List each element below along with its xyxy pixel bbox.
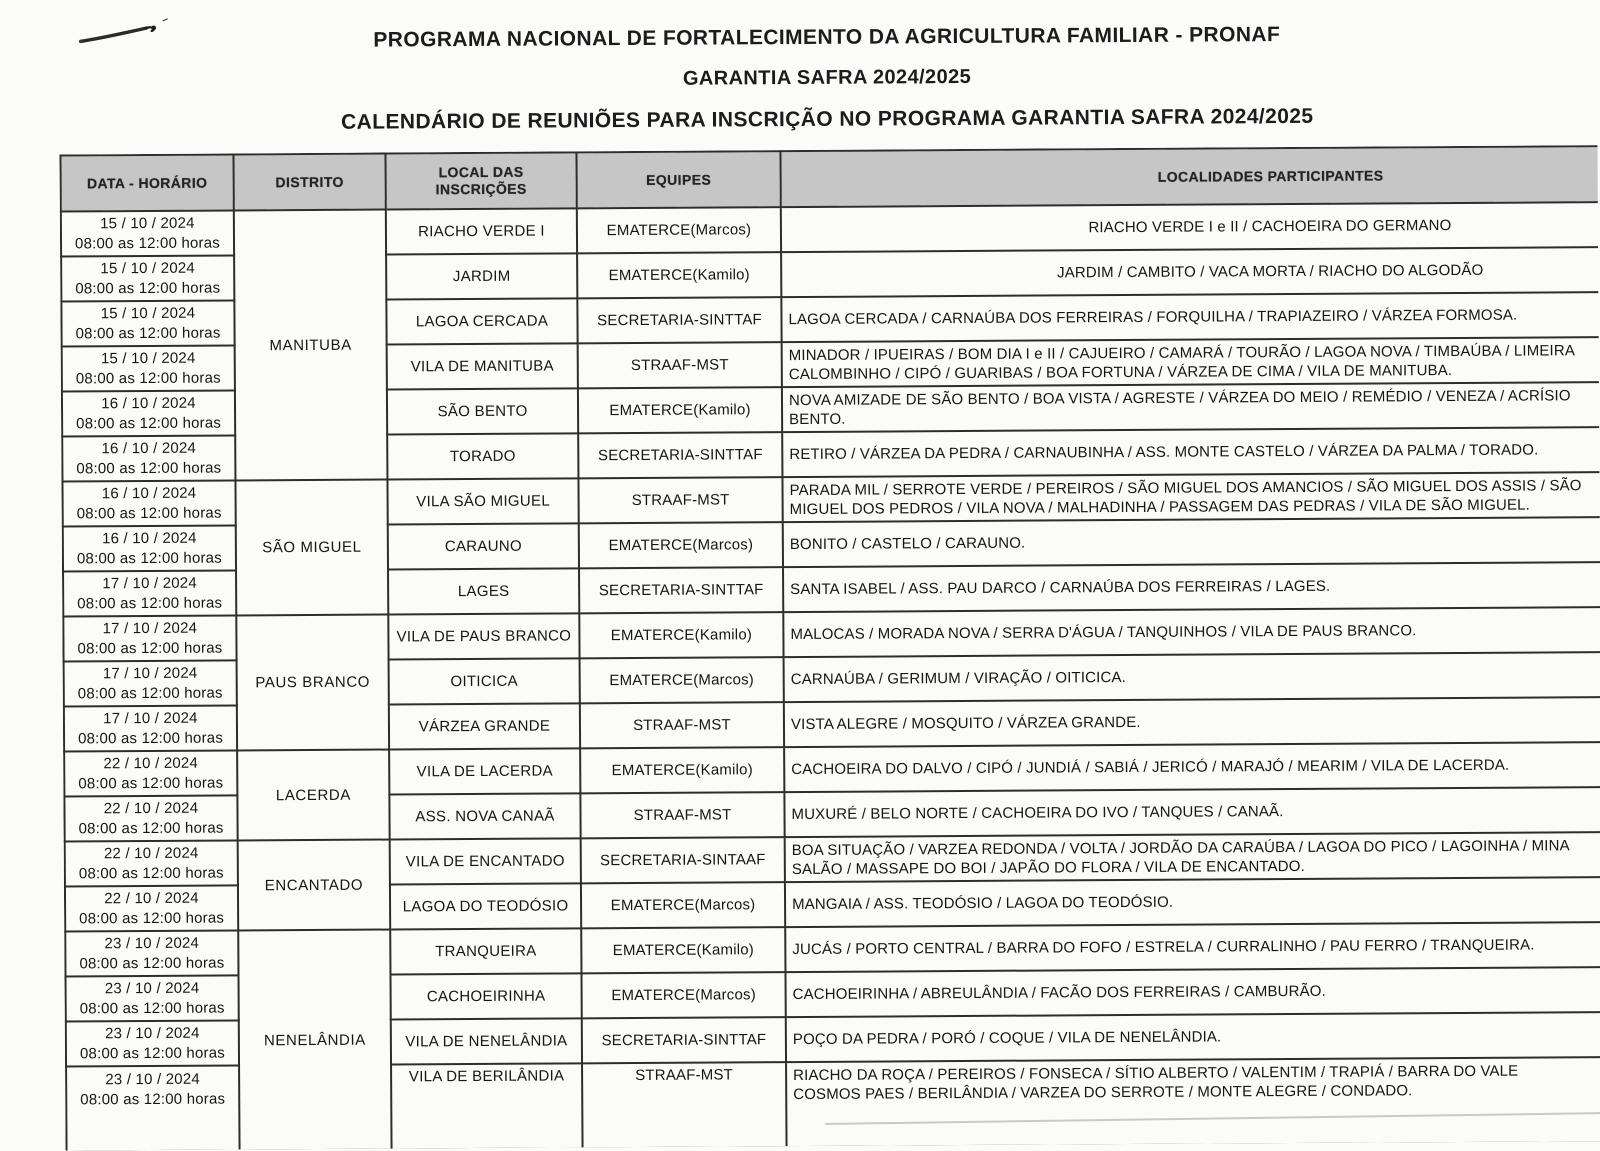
time-value: 08:00 as 12:00 horas [78,729,224,747]
localidades-line: BENTO. [789,410,846,428]
localidades-cell [784,741,1600,792]
district-cell: SÃO MIGUEL [235,480,388,616]
date-cell [65,885,238,931]
time-value: 08:00 as 12:00 horas [76,504,222,522]
local-inscricao-cell: LAGOA CERCADA [386,298,577,344]
localidades-line: RIACHO VERDE I e II / CACHOEIRA DO GERMANO [1088,217,1452,237]
localidades-line: CACHOEIRA DO DALVO / CIPÓ / JUNDIÁ / SABIÁ / JERICÓ / MARAJÓ / MEARIM / VILA DE LACERDA. [791,756,1510,779]
date-cell [61,255,234,301]
localidades-cell [783,516,1600,567]
district-cell: MANITUBA [234,210,388,481]
date-cell [65,975,238,1021]
calendar-title: CALENDÁRIO DE REUNIÕES PARA INSCRIÇÃO NO PROGRAMA GARANTIA SAFRA 2024/2025 [341,104,1314,134]
equipe-cell: EMATERCE(Marcos) [577,207,781,253]
equipe-cell: EMATERCE(Marcos) [581,882,785,928]
date-value: 15 / 10 / 2024 [100,304,196,322]
time-value: 08:00 as 12:00 horas [76,459,222,477]
equipe-cell: STRAAF-MST [580,792,784,838]
localidades-line: LAGOA CERCADA / CARNAÚBA DOS FERREIRAS / FORQUILHA / TRAPIAZEIRO / VÁRZEA FORMOSA. [788,306,1518,329]
localidades-cell [784,786,1600,837]
calendar-table [59,145,1600,1150]
date-cell [62,390,235,436]
localidades-cell [782,336,1600,387]
date-cell [63,525,236,571]
date-value: 23 / 10 / 2024 [104,979,200,997]
localidades-line: COSMOS PAES / BERILÂNDIA / VARZEA DO SERROTE / MONTE ALEGRE / CONDADO. [793,1082,1413,1104]
date-value: 15 / 10 / 2024 [100,259,195,277]
equipe-cell: STRAAF-MST [578,477,782,523]
equipe-cell: STRAAF-MST [582,1062,787,1148]
localidades-line: MUXURÉ / BELO NORTE / CACHOEIRA DO IVO / TANQUES / CANAÃ. [791,803,1284,824]
date-value: 17 / 10 / 2024 [102,574,197,592]
date-cell [65,930,238,976]
time-value: 08:00 as 12:00 horas [78,864,224,882]
calendar-table-body [61,201,1600,1150]
localidades-line: NOVA AMIZADE DE SÃO BENTO / BOA VISTA / AGRESTE / VÁRZEA DO MEIO / REMÉDIO / VENEZA / ACRÍSIO [788,386,1571,409]
local-inscricao-cell: VILA SÃO MIGUEL [387,478,578,524]
localidades-line: RETIRO / VÁRZEA DA PEDRA / CARNAUBINHA / ASS. MONTE CASTELO / VÁRZEA DA PALMA / TORADO. [789,441,1539,464]
equipe-cell: EMATERCE(Kamilo) [581,927,785,973]
localidades-cell [781,201,1600,252]
date-value: 22 / 10 / 2024 [104,889,199,907]
equipe-cell: EMATERCE(Kamilo) [577,252,781,298]
page-title: PROGRAMA NACIONAL DE FORTALECIMENTO DA AGRICULTURA FAMILIAR - PRONAF [373,23,1281,52]
localidades-cell [783,606,1600,657]
local-inscricao-cell: TRANQUEIRA [390,928,581,974]
localidades-line: SANTA ISABEL / ASS. PAU DARCO / CARNAÚBA DOS FERREIRAS / LAGES. [790,577,1331,599]
localidades-cell [782,471,1600,522]
date-value: 15 / 10 / 2024 [100,214,195,232]
local-inscricao-cell: ASS. NOVA CANAÃ [389,793,580,839]
local-inscricao-cell: VILA DE MANITUBA [387,343,578,389]
equipe-cell: EMATERCE(Kamilo) [580,747,784,793]
localidades-line: RIACHO DA ROÇA / PEREIROS / FONSECA / SÍTIO ALBERTO / VALENTIM / TRAPIÁ / BARRA DO VALE [793,1062,1519,1085]
localidades-line: CACHOEIRINHA / ABREULÂNDIA / FACÃO DOS FERREIRAS / CAMBURÃO. [792,982,1326,1004]
equipe-cell: EMATERCE(Marcos) [579,522,783,568]
district-cell: NENELÂNDIA [238,930,391,1151]
date-cell [62,345,235,391]
local-inscricao-cell: VÁRZEA GRANDE [389,703,580,749]
table-header-row [60,145,1600,211]
time-value: 08:00 as 12:00 horas [80,1090,226,1109]
localidades-line: MALOCAS / MORADA NOVA / SERRA D'ÁGUA / TANQUINHOS / VILA DE PAUS BRANCO. [790,622,1417,644]
localidades-line: SALÃO / MASSAPE DO BOI / JAPÃO DO FLORA / VILA DE ENCANTADO. [791,857,1305,878]
localidades-line: BOA SITUAÇÃO / VARZEA REDONDA / VOLTA / JORDÃO DA CARAÚBA / LAGOA DO PICO / LAGOINHA / MINA [791,836,1570,859]
equipe-cell: STRAAF-MST [580,702,784,748]
date-cell [61,210,234,256]
date-value: 22 / 10 / 2024 [103,844,199,862]
date-value: 23 / 10 / 2024 [104,934,200,952]
localidades-cell [785,876,1600,927]
time-value: 08:00 as 12:00 horas [77,639,223,657]
date-value: 22 / 10 / 2024 [103,799,199,817]
date-value: 23 / 10 / 2024 [105,1024,200,1042]
equipe-cell: SECRETARIA-SINTTAF [577,297,781,343]
local-inscricao-cell: VILA DE BERILÂNDIA [391,1063,583,1149]
local-inscricao-cell: CARAUNO [388,523,579,569]
localidades-line: CALOMBINHO / CIPÓ / GUARIBAS / BOA FORTUNA / VÁRZEA DE CIMA / VILA DE MANITUBA. [788,361,1453,383]
localidades-line: MANGAIA / ASS. TEODÓSIO / LAGOA DO TEODÓSIO. [792,893,1174,914]
time-value: 08:00 as 12:00 horas [77,684,223,702]
equipe-cell: EMATERCE(Kamilo) [578,387,782,433]
localidades-cell [783,561,1600,612]
localidades-cell [784,696,1600,747]
date-cell [61,300,234,346]
localidades-line: VISTA ALEGRE / MOSQUITO / VÁRZEA GRANDE. [790,713,1141,734]
localidades-cell [782,426,1600,477]
local-inscricao-cell: JARDIM [386,253,577,299]
local-inscricao-cell: SÃO BENTO [387,388,578,434]
time-value: 08:00 as 12:00 horas [75,369,221,387]
header-localidades: LOCALIDADES PARTICIPANTES [780,145,1600,207]
localidades-cell [786,1056,1600,1147]
date-cell [64,705,237,751]
date-value: 16 / 10 / 2024 [101,529,197,547]
date-value: 17 / 10 / 2024 [103,709,198,727]
time-value: 08:00 as 12:00 horas [78,819,224,837]
time-value: 08:00 as 12:00 horas [74,234,221,252]
date-value: 16 / 10 / 2024 [101,439,197,457]
date-value: 17 / 10 / 2024 [102,664,198,682]
localidades-line: BONITO / CASTELO / CARAUNO. [789,534,1026,554]
header-data-horario: DATA - HORÁRIO [60,154,233,211]
localidades-line: MIGUEL DOS PEDROS / VILA NOVA / MALHADINHA / PASSAGEM DAS PEDRAS / VILA DE SÃO MIGUEL. [789,496,1531,518]
date-value: 16 / 10 / 2024 [101,394,196,412]
local-inscricao-cell: LAGES [388,568,579,614]
localidades-cell [784,651,1600,702]
district-cell: PAUS BRANCO [236,615,389,751]
time-value: 08:00 as 12:00 horas [78,774,224,792]
date-cell [64,750,237,796]
time-value: 08:00 as 12:00 horas [75,324,221,342]
time-value: 08:00 as 12:00 horas [75,279,221,297]
equipe-cell: SECRETARIA-SINTAAF [581,837,785,883]
localidades-cell [781,246,1600,297]
date-cell [62,480,235,526]
local-inscricao-cell: VILA DE PAUS BRANCO [388,613,579,659]
localidades-cell [785,831,1600,882]
date-cell [64,795,237,841]
date-cell [64,660,237,706]
date-value: 23 / 10 / 2024 [105,1070,200,1089]
local-inscricao-cell: RIACHO VERDE I [386,208,577,254]
local-inscricao-cell: VILA DE NENELÂNDIA [391,1018,582,1064]
localidades-line: MINADOR / IPUEIRAS / BOM DIA I e II / CAJUEIRO / CAMARÁ / TOURÃO / LAGOA NOVA / TIMBAÚBA / LIMEIRA [788,341,1576,364]
date-cell [63,570,236,616]
equipe-cell: EMATERCE(Marcos) [580,657,784,703]
time-value: 08:00 as 12:00 horas [76,549,222,567]
date-value: 16 / 10 / 2024 [101,484,197,502]
date-value: 22 / 10 / 2024 [103,754,199,772]
district-cell: ENCANTADO [238,840,391,931]
time-value: 08:00 as 12:00 horas [76,414,222,432]
equipe-cell: SECRETARIA-SINTTAF [578,432,782,478]
header-distrito: DISTRITO [233,154,385,211]
date-value: 17 / 10 / 2024 [102,619,198,637]
time-value: 08:00 as 12:00 horas [79,954,225,972]
date-cell [66,1020,239,1066]
time-value: 08:00 as 12:00 horas [79,999,225,1017]
localidades-line: POÇO DA PEDRA / PORÓ / COQUE / VILA DE NENELÂNDIA. [792,1028,1222,1049]
equipe-cell: SECRETARIA-SINTTAF [579,567,783,613]
local-inscricao-cell: OITICICA [389,658,580,704]
equipe-cell: EMATERCE(Kamilo) [579,612,783,658]
time-value: 08:00 as 12:00 horas [79,1044,225,1062]
local-inscricao-cell: VILA DE ENCANTADO [390,838,581,884]
time-value: 08:00 as 12:00 horas [77,594,223,612]
localidades-line: JUCÁS / PORTO CENTRAL / BARRA DO FOFO / ESTRELA / CURRALINHO / PAU FERRO / TRANQUEIRA. [792,936,1535,959]
date-cell [62,435,235,481]
localidades-cell [786,1011,1600,1062]
header-equipes: EQUIPES [576,151,780,208]
calendar-table-container [59,145,1600,1150]
date-cell [66,1065,240,1150]
localidades-cell [785,921,1600,972]
date-cell [63,615,236,661]
date-cell [65,840,238,886]
date-value: 15 / 10 / 2024 [100,349,196,367]
local-inscricao-cell: CACHOEIRINHA [390,973,581,1019]
localidades-cell [781,291,1600,342]
localidades-cell [785,966,1600,1017]
page-subtitle: GARANTIA SAFRA 2024/2025 [682,65,972,90]
header-local-inscricoes: LOCAL DAS INSCRIÇÕES [385,152,576,209]
local-inscricao-cell: VILA DE LACERDA [389,748,580,794]
localidades-line: JARDIM / CAMBITO / VACA MORTA / RIACHO DO ALGODÃO [1057,261,1484,282]
equipe-cell: SECRETARIA-SINTTAF [582,1017,786,1063]
document-titles [57,21,1598,136]
local-inscricao-cell: LAGOA DO TEODÓSIO [390,883,581,929]
equipe-cell: STRAAF-MST [578,342,782,388]
equipe-cell: EMATERCE(Marcos) [581,972,785,1018]
localidades-line: PARADA MIL / SERROTE VERDE / PEREIROS / SÃO MIGUEL DOS AMANCIOS / SÃO MIGUEL DOS ASSIS / SÃO [789,476,1582,499]
time-value: 08:00 as 12:00 horas [79,909,225,927]
localidades-line: CARNAÚBA / GERIMUM / VIRAÇÃO / OITICICA. [790,669,1126,689]
localidades-cell [782,381,1600,432]
local-inscricao-cell: TORADO [387,433,578,479]
district-cell: LACERDA [237,750,390,841]
